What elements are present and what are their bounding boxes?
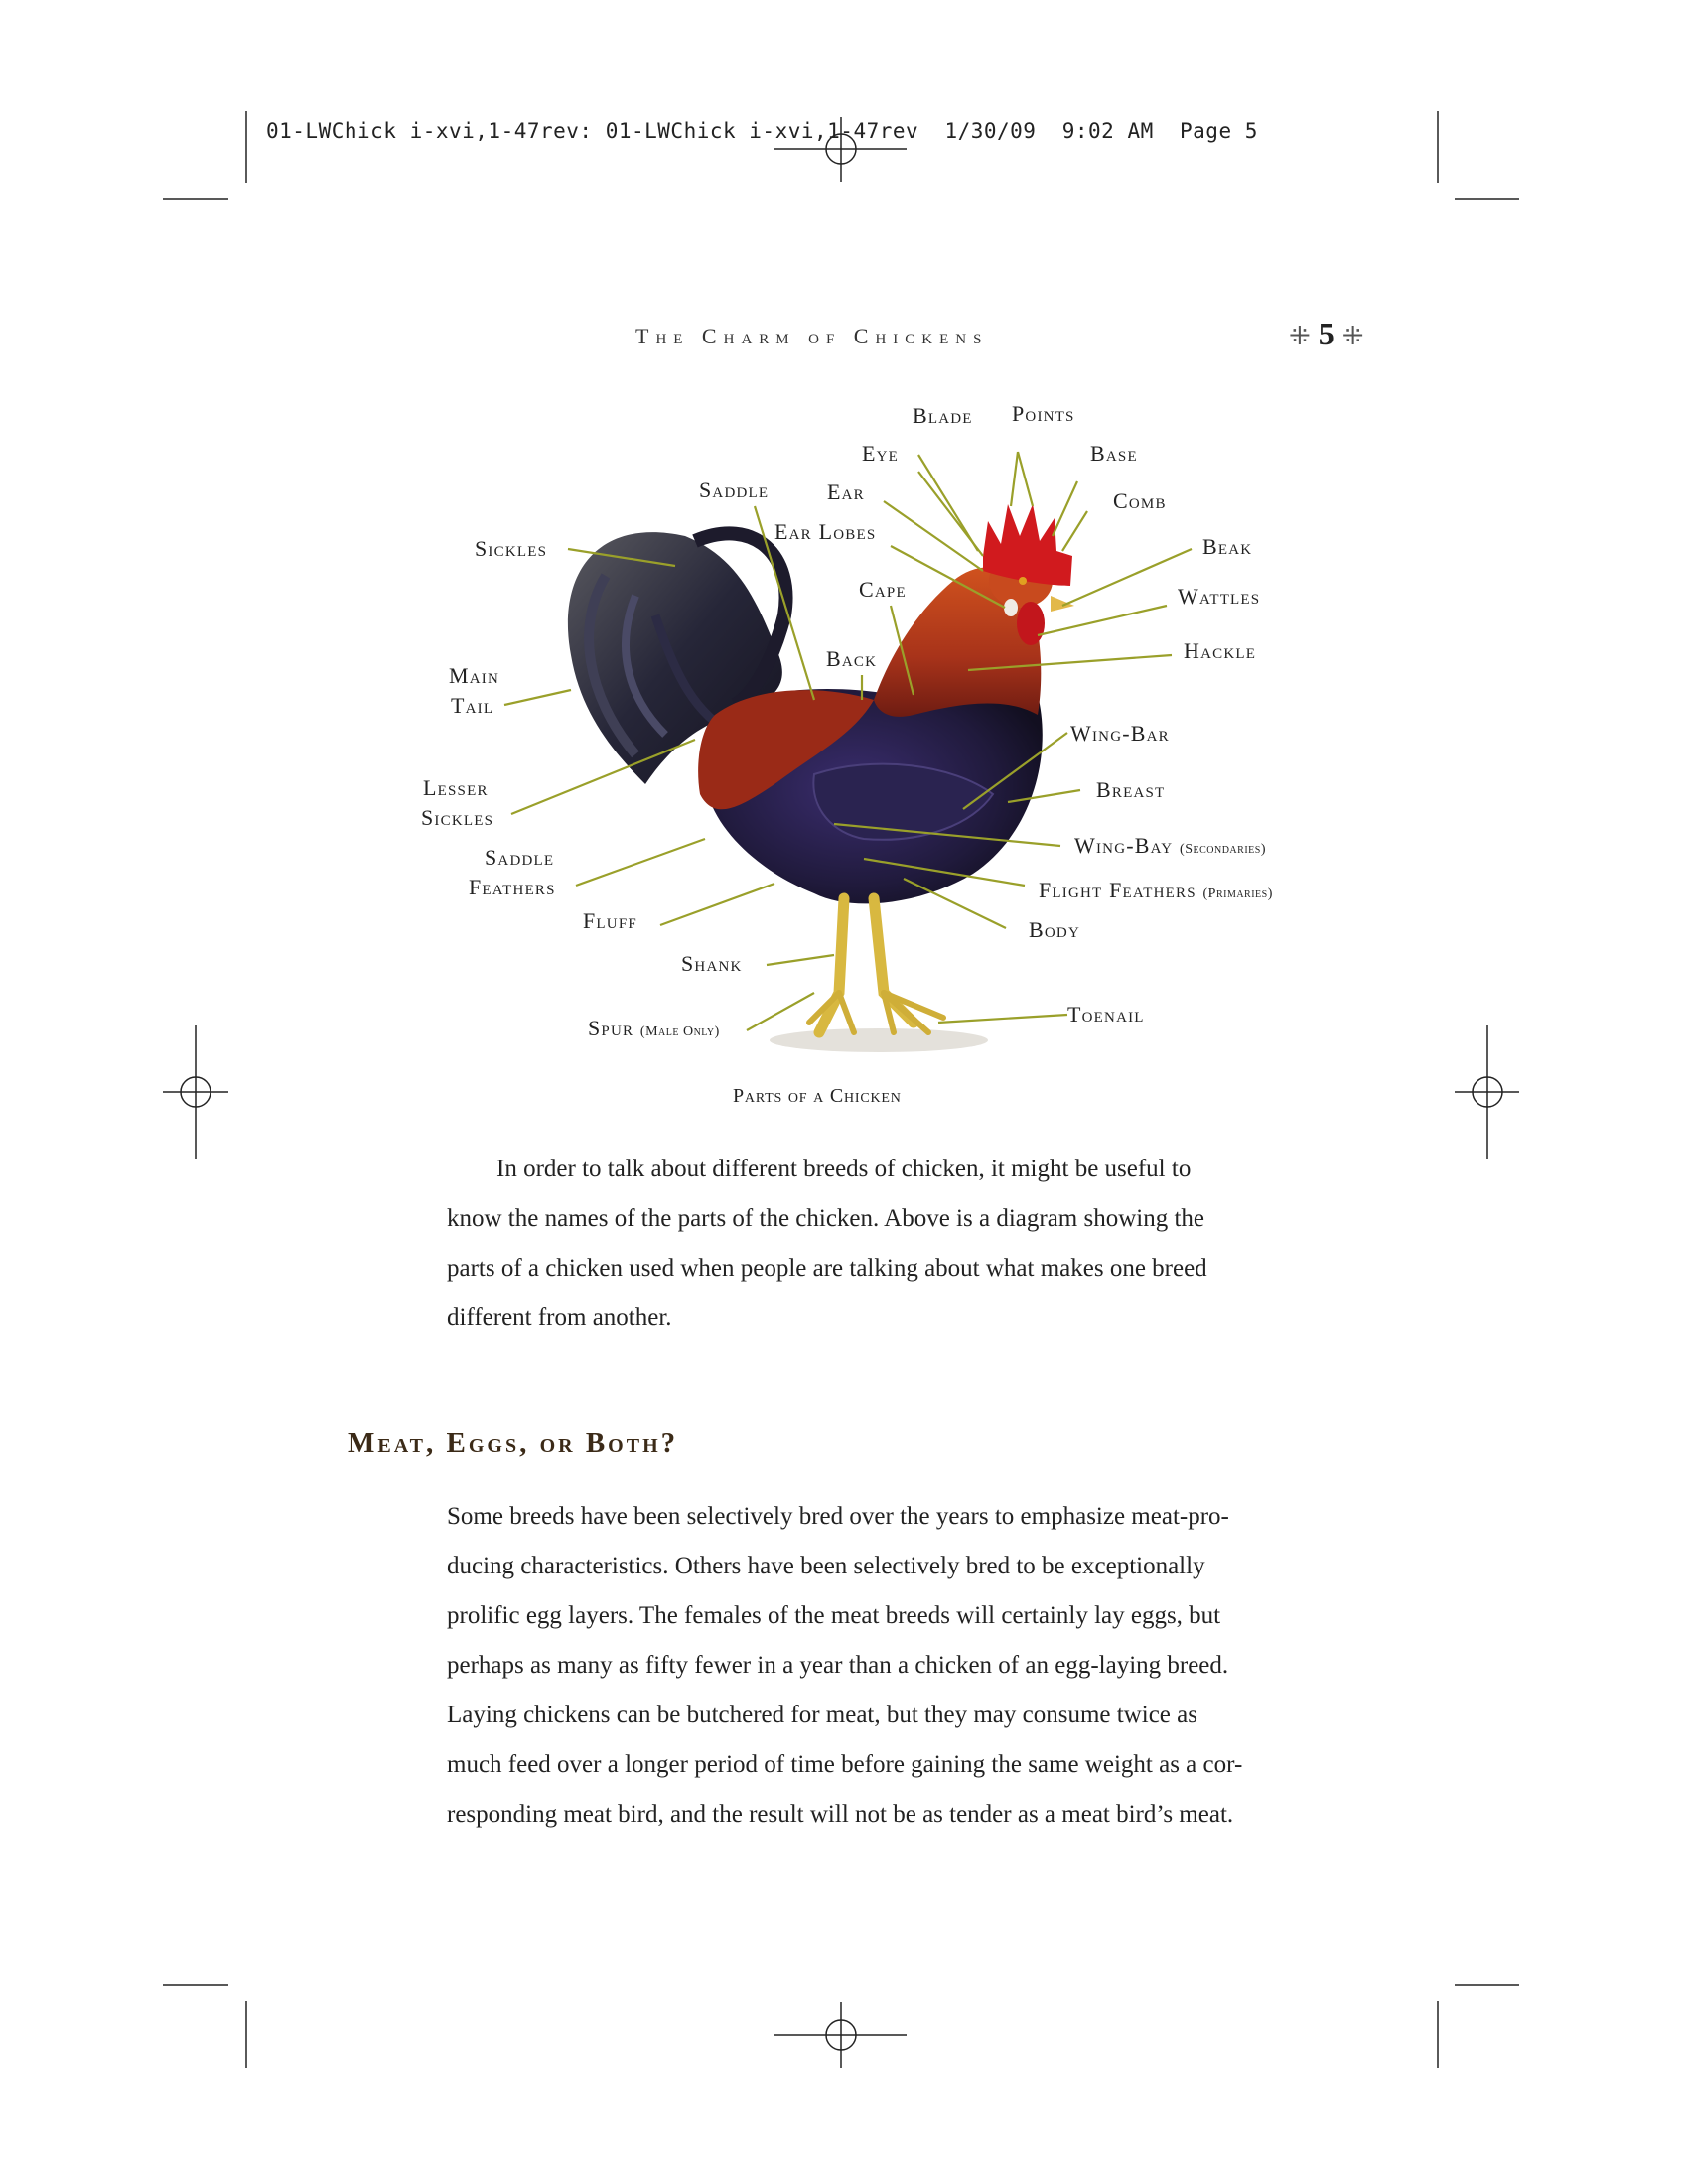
label-wing-bay — [1074, 831, 1266, 865]
label-lesser-sickles-line1: Lesser — [423, 775, 489, 800]
section-heading: Meat, Eggs, or Both? — [348, 1428, 679, 1459]
label-saddle-feathers-line1: Saddle — [485, 845, 555, 870]
label-lesser-sickles — [421, 773, 493, 833]
running-head: The Charm of Chickens — [635, 324, 989, 348]
label-flight-feathers — [1039, 876, 1273, 909]
label-ear-lobes: Ear Lobes — [774, 519, 877, 544]
label-points: Points — [1012, 401, 1075, 426]
label-back: Back — [826, 646, 878, 671]
section-line: perhaps as many as fifty fewer in a year than a chicken of an egg-laying breed. — [447, 1652, 1229, 1679]
label-spur — [588, 1014, 720, 1047]
section-line: Some breeds have been selectively bred over the years to emphasize meat-pro- — [447, 1503, 1229, 1530]
legs — [819, 898, 914, 1032]
label-wing-bay-note: (Secondaries) — [1180, 842, 1266, 857]
intro-line: In order to talk about different breeds of chicken, it might be useful to — [496, 1156, 1192, 1182]
section-line: prolific egg layers. The females of the meat breeds will certainly lay eggs, but — [447, 1602, 1221, 1629]
label-base: Base — [1090, 441, 1138, 466]
label-spur-text: Spur — [588, 1016, 634, 1040]
label-flight-feathers-text: Flight Feathers — [1039, 878, 1196, 902]
folio-ornament-left-icon: ⁜ — [1289, 322, 1311, 350]
page-number-value: 5 — [1318, 316, 1335, 351]
label-hackle: Hackle — [1184, 638, 1257, 663]
label-wattles: Wattles — [1178, 584, 1261, 609]
label-toenail: Toenail — [1067, 1002, 1145, 1026]
label-main-tail-line1: Main — [449, 663, 500, 688]
printer-slug-line: 01-LWChick i-xvi,1-47rev: 01-LWChick i-xvi,1-47rev 1/30/09 9:02 AM Page 5 — [266, 119, 1258, 143]
label-shank: Shank — [681, 951, 743, 976]
label-sickles: Sickles — [475, 536, 548, 561]
label-main-tail — [449, 661, 499, 721]
ground-shadow — [770, 1028, 988, 1052]
folio-ornament-right-icon: ⁜ — [1341, 322, 1364, 350]
label-saddle: Saddle — [699, 478, 770, 502]
section-line: responding meat bird, and the result will not be as tender as a meat bird’s meat. — [447, 1801, 1234, 1828]
intro-paragraph — [447, 1145, 1321, 1343]
section-line: Laying chickens can be butchered for meat, but they may consume twice as — [447, 1702, 1197, 1728]
intro-line: parts of a chicken used when people are talking about what makes one breed — [447, 1255, 1207, 1282]
label-breast: Breast — [1096, 777, 1166, 802]
label-wing-bay-text: Wing-Bay — [1074, 833, 1174, 858]
label-flight-feathers-note: (Primaries) — [1202, 887, 1273, 901]
comb-shape — [983, 504, 1072, 586]
section-line: ducing characteristics. Others have been selectively bred to be exceptionally — [447, 1553, 1205, 1579]
label-cape: Cape — [859, 577, 907, 602]
label-body: Body — [1029, 917, 1080, 942]
label-spur-note: (Male Only) — [639, 1024, 720, 1039]
intro-line: know the names of the parts of the chicken. Above is a diagram showing the — [447, 1205, 1205, 1232]
label-comb: Comb — [1113, 488, 1167, 513]
label-wing-bar: Wing-Bar — [1070, 721, 1170, 746]
label-main-tail-line2: Tail — [451, 693, 494, 718]
label-beak: Beak — [1202, 534, 1253, 559]
label-lesser-sickles-line2: Sickles — [421, 805, 494, 830]
label-fluff: Fluff — [583, 908, 637, 933]
figure-caption: Parts of a Chicken — [733, 1085, 902, 1107]
section-line: much feed over a longer period of time before gaining the same weight as a cor- — [447, 1751, 1243, 1778]
label-ear: Ear — [827, 479, 865, 504]
label-saddle-feathers-line2: Feathers — [469, 875, 556, 899]
label-saddle-feathers — [469, 843, 556, 902]
section-paragraph — [447, 1492, 1321, 1840]
label-blade: Blade — [913, 403, 973, 428]
intro-line: different from another. — [447, 1304, 672, 1331]
label-eye: Eye — [862, 441, 900, 466]
